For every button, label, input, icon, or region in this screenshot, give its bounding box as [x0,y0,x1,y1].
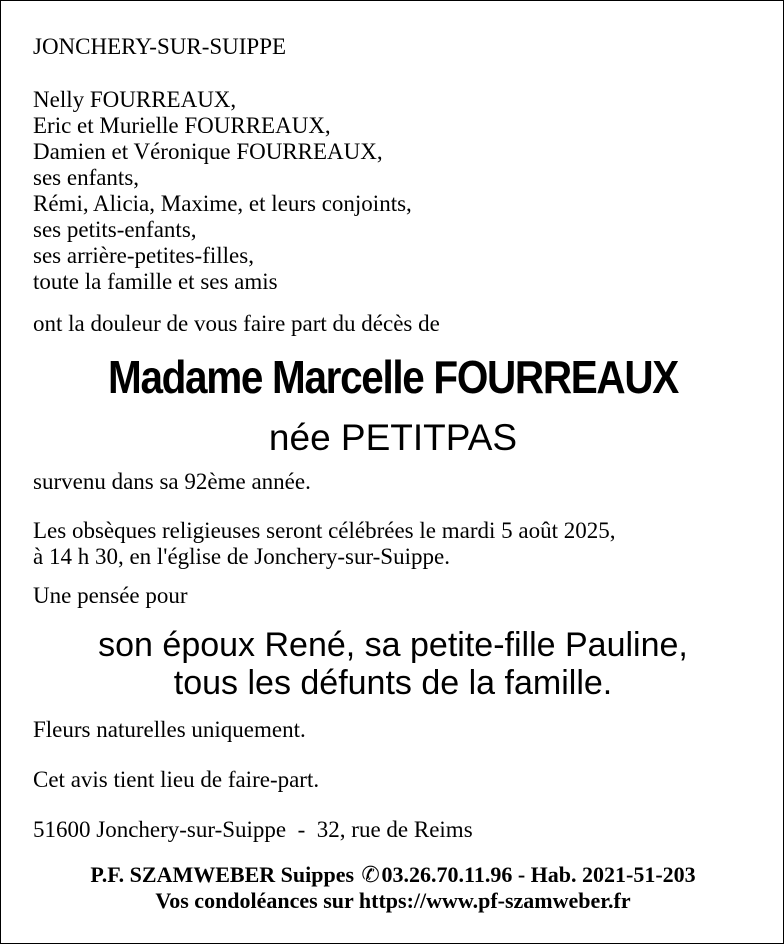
company-name: P.F. SZAMWEBER Suippes [90,862,355,887]
maiden-name: née PETITPAS [268,417,518,458]
family-line: Damien et Véronique FOURREAUX, [33,139,383,164]
tribute-line-2: tous les défunts de la famille. [173,664,613,702]
family-line: toute la famille et ses amis [33,269,278,294]
flowers-note: Fleurs naturelles uniquement. [33,717,306,742]
family-list [33,87,412,295]
announcement-text: ont la douleur de vous faire part du décès de [33,311,440,336]
condolences-line: Vos condoléances sur https://www.pf-szamweber.fr [155,888,631,913]
family-line: Eric et Murielle FOURREAUX, [33,113,331,138]
tribute-line-1: son époux René, sa petite-fille Pauline, [98,626,688,664]
address-line: 51600 Jonchery-sur-Suippe - 32, rue de Reims [33,817,473,842]
deceased-name: Madame Marcelle FOURREAUX [108,351,678,403]
phone-icon: ✆ [361,862,380,887]
funeral-line-2: à 14 h 30, en l'église de Jonchery-sur-Suippe. [33,544,450,569]
funeral-home-line [1,861,784,889]
family-line: Rémi, Alicia, Maxime, et leurs conjoints, [33,191,412,216]
family-line: ses petits-enfants, [33,217,197,242]
phone-and-license: 03.26.70.11.96 - Hab. 2021-51-203 [381,862,696,887]
family-line: Nelly FOURREAUX, [33,87,237,112]
faire-part-note: Cet avis tient lieu de faire-part. [33,767,320,792]
age-text: survenu dans sa 92ème année. [33,469,311,494]
funeral-line-1: Les obsèques religieuses seront célébrées le mardi 5 août 2025, [33,518,616,543]
thought-intro: Une pensée pour [33,583,188,608]
town-heading: JONCHERY-SUR-SUIPPE [33,34,287,59]
family-line: ses enfants, [33,165,140,190]
family-line: ses arrière-petites-filles, [33,243,254,268]
